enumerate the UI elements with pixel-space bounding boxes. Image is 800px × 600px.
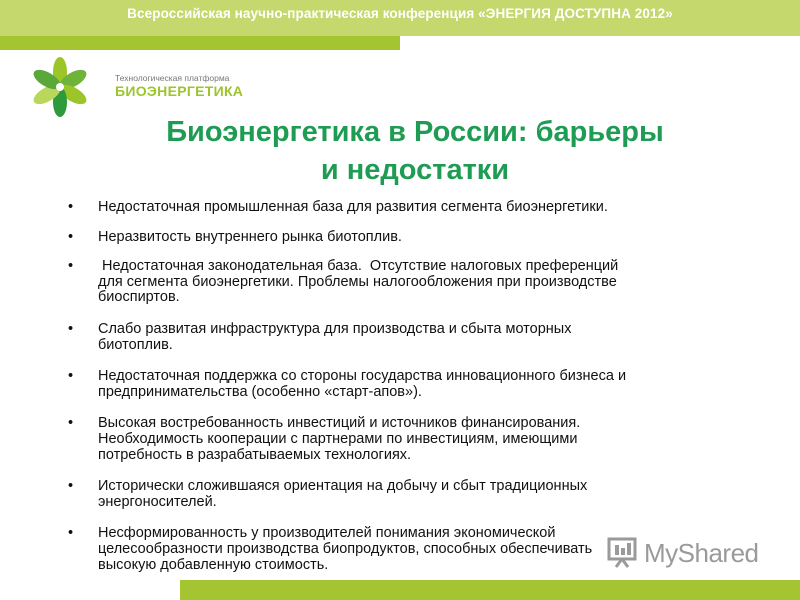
bullet-item <box>62 479 762 510</box>
bullet-text-line: Исторически сложившаяся ориентация на добычу и сбыт традиционных <box>98 478 588 495</box>
logo-name: БИОЭНЕРГЕТИКА <box>115 83 244 99</box>
bullet-text-line: энергоносителей. <box>98 493 217 510</box>
bullet-item <box>62 322 762 353</box>
bottom-accent-strip <box>180 580 800 600</box>
bullet-text-line: высокую добавленную стоимость. <box>98 556 329 573</box>
bullet-text-line: Недостаточная законодательная база. Отсутствие налоговых преференций <box>98 258 619 275</box>
bullet-text-line: Высокая востребованность инвестиций и источников финансирования. <box>98 415 581 432</box>
bullet-text-line: целесообразности производства биопродуктов, способных обеспечивать <box>98 540 593 557</box>
bullet-text-line: Слабо развитая инфраструктура для производства и сбыта моторных <box>98 320 572 337</box>
bullet-text-line: предпринимательства (особенно «старт-апов»). <box>98 383 422 400</box>
bullet-text-line: Недостаточная поддержка со стороны государства инновационного бизнеса и <box>98 368 627 385</box>
bullet-item <box>62 416 762 463</box>
top-banner <box>0 0 800 36</box>
slide-title-line-2: и недостатки <box>320 154 510 186</box>
bullet-text-line: Недостаточная промышленная база для развития сегмента биоэнергетики. <box>98 199 608 215</box>
logo-subtitle: Технологическая платформа <box>115 73 230 83</box>
bullet-dot-icon: • <box>68 478 74 495</box>
watermark <box>606 536 776 570</box>
bullet-text-line: потребность в разрабатываемых технологиях. <box>98 446 412 463</box>
bullet-text-line: биотоплив. <box>98 336 173 353</box>
bullet-dot-icon: • <box>68 258 74 275</box>
bullet-dot-icon: • <box>68 320 74 337</box>
leaf-flower-logo-icon <box>18 56 108 118</box>
bullet-list <box>62 200 762 573</box>
bullet-item <box>62 369 762 400</box>
bullet-dot-icon: • <box>68 415 74 432</box>
bullet-text-line: для сегмента биоэнергетики. Проблемы налогообложения при производстве <box>98 273 617 290</box>
bullet-text-line: Несформированность у производителей понимания экономической <box>98 525 556 542</box>
slide-title-line-1: Биоэнергетика в России: барьеры <box>166 116 664 148</box>
bullet-dot-icon: • <box>68 228 74 245</box>
logo-text <box>115 73 243 99</box>
bullet-text-line: Неразвитость внутреннего рынка биотоплив. <box>98 228 402 245</box>
bullet-dot-icon: • <box>68 525 74 542</box>
bullet-item <box>62 259 762 306</box>
bullet-item <box>62 230 762 246</box>
bullet-text-line: Необходимость кооперации с партнерами по инвестициям, имеющими <box>98 430 578 447</box>
slide-title <box>80 113 750 189</box>
bullet-dot-icon: • <box>68 368 74 385</box>
bullet-text-line: биоспиртов. <box>98 289 180 306</box>
watermark-text: MyShared <box>644 538 759 568</box>
conference-title: Всероссийская научно-практическая конференция «ЭНЕРГИЯ ДОСТУПНА 2012» <box>127 6 673 21</box>
top-accent-strip <box>0 36 400 50</box>
bullet-item <box>62 200 762 216</box>
bullet-dot-icon: • <box>68 199 74 215</box>
myshared-logo-icon <box>606 536 640 570</box>
